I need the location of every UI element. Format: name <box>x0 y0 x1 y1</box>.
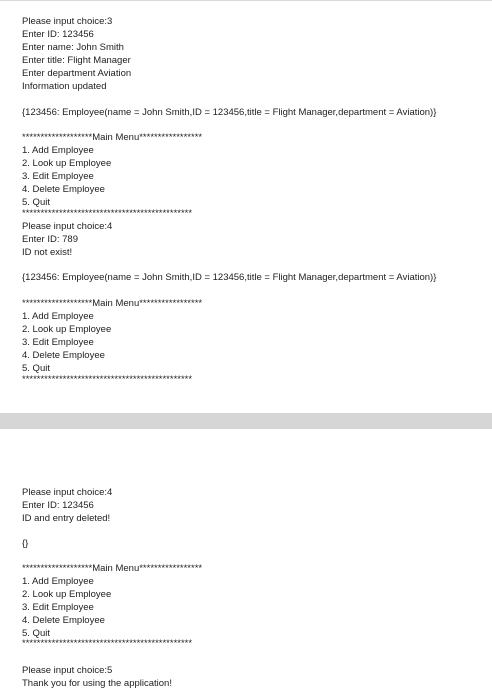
console-line: Enter department Aviation <box>22 68 132 79</box>
menu-item-add: 1. Add Employee <box>22 576 94 587</box>
menu-item-edit: 3. Edit Employee <box>22 602 94 613</box>
console-line: ID not exist! <box>22 247 73 258</box>
console-output-page-2 <box>0 429 492 700</box>
menu-header: *******************Main Menu***************** <box>22 563 203 574</box>
employee-dict-output: {123456: Employee(name = John Smith,ID = 123456,title = Flight Manager,department = Aviation)} <box>22 107 437 118</box>
menu-item-delete: 4. Delete Employee <box>22 184 105 195</box>
menu-item-lookup: 2. Look up Employee <box>22 589 112 600</box>
console-output-page-1 <box>0 1 492 413</box>
console-line: Enter name: John Smith <box>22 42 124 53</box>
menu-item-edit: 3. Edit Employee <box>22 337 94 348</box>
console-line: Enter ID: 123456 <box>22 500 94 511</box>
console-line: ID and entry deleted! <box>22 513 111 524</box>
console-line: Thank you for using the application! <box>22 678 172 689</box>
menu-footer: ********************************************** <box>22 208 193 219</box>
menu-item-quit: 5. Quit <box>22 628 50 639</box>
menu-item-edit: 3. Edit Employee <box>22 171 94 182</box>
console-line: Please input choice:5 <box>22 665 113 676</box>
menu-item-add: 1. Add Employee <box>22 145 94 156</box>
menu-item-add: 1. Add Employee <box>22 311 94 322</box>
menu-item-lookup: 2. Look up Employee <box>22 158 112 169</box>
console-line: Please input choice:4 <box>22 487 113 498</box>
employee-dict-output: {123456: Employee(name = John Smith,ID = 123456,title = Flight Manager,department = Aviation)} <box>22 272 437 283</box>
console-line: Enter title: Flight Manager <box>22 55 131 66</box>
menu-item-quit: 5. Quit <box>22 197 50 208</box>
menu-footer: ********************************************** <box>22 638 193 649</box>
menu-item-delete: 4. Delete Employee <box>22 615 105 626</box>
console-line: Please input choice:4 <box>22 221 113 232</box>
console-line: Information updated <box>22 81 107 92</box>
menu-item-delete: 4. Delete Employee <box>22 350 105 361</box>
employee-dict-output: {} <box>22 538 29 549</box>
menu-item-quit: 5. Quit <box>22 363 50 374</box>
menu-header: *******************Main Menu***************** <box>22 298 203 309</box>
page-separator <box>0 413 492 429</box>
console-line: Enter ID: 789 <box>22 234 78 245</box>
menu-item-lookup: 2. Look up Employee <box>22 324 112 335</box>
console-line: Please input choice:3 <box>22 16 113 27</box>
menu-footer: ********************************************** <box>22 374 193 385</box>
menu-header: *******************Main Menu***************** <box>22 132 203 143</box>
console-line: Enter ID: 123456 <box>22 29 94 40</box>
